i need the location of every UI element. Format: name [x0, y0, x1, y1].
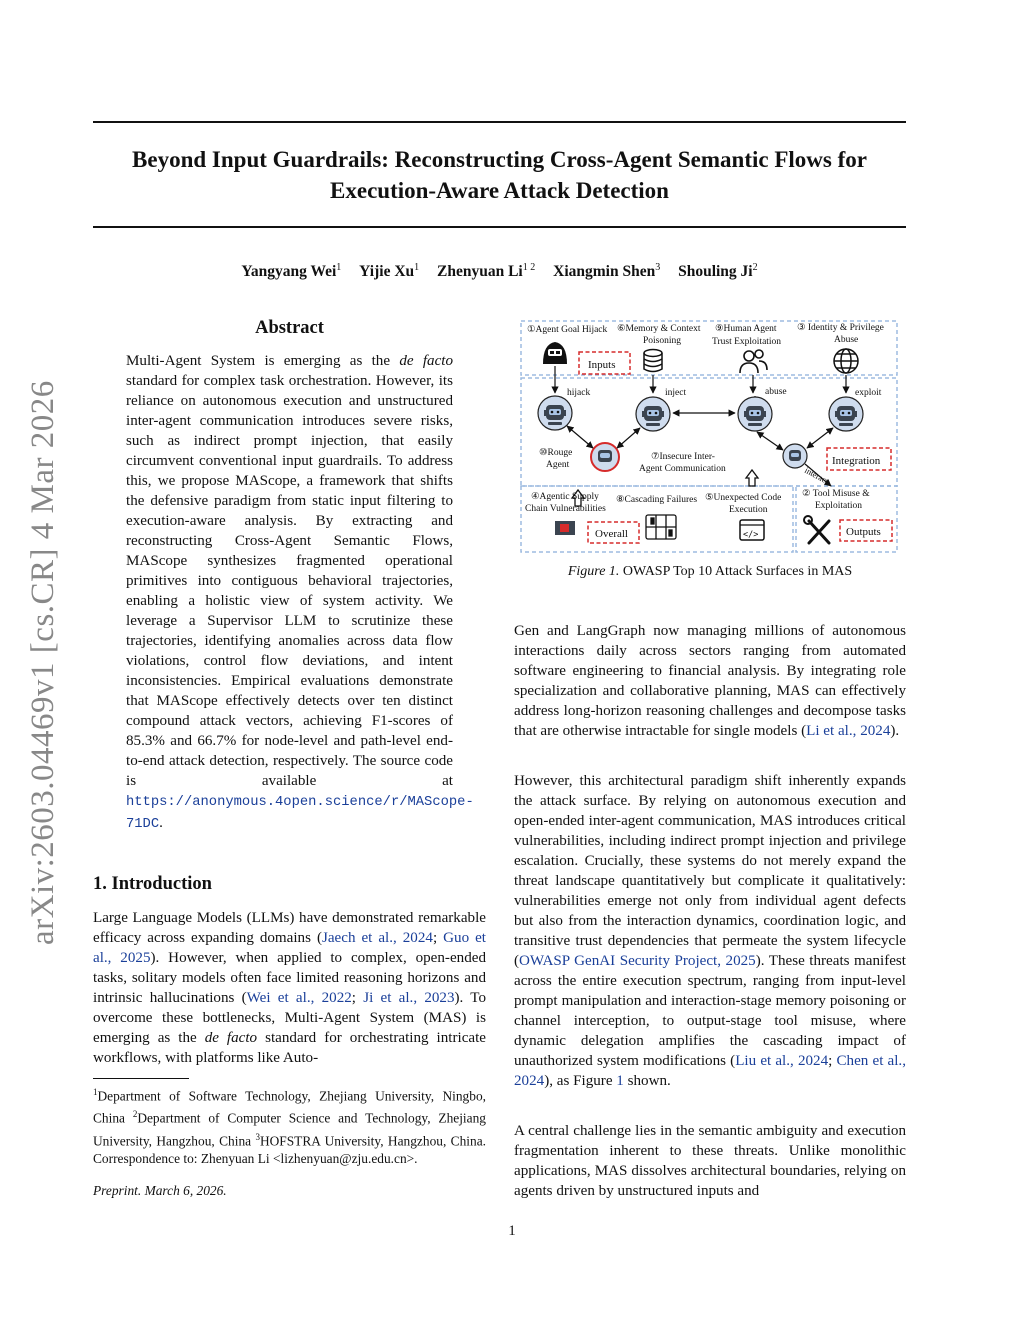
- label-tool-misuse-2: Exploitation: [815, 501, 862, 511]
- globe-icon: [834, 349, 858, 373]
- introduction-heading: 1. Introduction: [93, 874, 212, 894]
- label-identity-privilege-2: Abuse: [834, 335, 859, 345]
- citation-link[interactable]: Wei et al., 2022: [246, 990, 352, 1006]
- agent-icon: [829, 397, 863, 431]
- label-code-exec: ⑤Unexpected Code: [705, 493, 782, 503]
- citation-link[interactable]: Chen et al., 2024: [514, 1053, 906, 1089]
- abstract-heading: Abstract: [255, 318, 324, 338]
- code-symbol: </>: [743, 530, 759, 540]
- package-icon: [555, 521, 575, 535]
- paragraph: Gen and LangGraph now managing millions of autonomous interactions daily across sectors ranging from automated software engineering to financial analysis. By integrating role specialization and collaborative planning, MAS can effectively address long-horizon reasoning challenges and decompose tasks that are otherwise intractable for single models (Li et al., 2024).: [514, 623, 906, 739]
- author: Xiangmin Shen$^3$: [553, 262, 661, 281]
- abuse-label: abuse: [765, 387, 787, 397]
- label-human-trust: ⑨Human Agent: [715, 324, 777, 334]
- label-memory-poisoning: ⑥Memory & Context: [617, 324, 701, 334]
- label-rogue-agent-2: Agent: [546, 460, 570, 470]
- rogue-agent-icon: [591, 443, 619, 471]
- title-rule-top: [93, 121, 906, 123]
- label-memory-poisoning-2: Poisoning: [643, 336, 682, 346]
- code-window-icon: [740, 520, 764, 540]
- introduction-body: Large Language Models (LLMs) have demonstrated remarkable efficacy across expanding domains (Jaech et al., 2024; Guo et al., 2025). However, when applied to complex, open-ended tasks, solitary models often face limited reasoning horizons and intrinsic hallucinations (Wei et al., 2022; Ji et al., 2023). To overcome these bottlenecks, Multi-Agent System (MAS) is emerging as the de facto standard for orchestrating intricate workflows, with platforms like Auto-: [93, 910, 487, 1066]
- inject-label: inject: [665, 388, 687, 398]
- paper-title: Beyond Input Guardrails: Reconstructing Cross-Agent Semantic Flows for Execution-Aware Attack Detection: [132, 147, 867, 203]
- up-arrow-icon: [746, 470, 758, 486]
- author: Shouling Ji$^2$: [678, 262, 758, 281]
- agent-icon: [738, 397, 772, 431]
- database-icon: [644, 350, 662, 372]
- citation-link[interactable]: Ji et al., 2023: [363, 990, 455, 1006]
- label-agent-goal-hijack: ①Agent Goal Hijack: [527, 325, 608, 335]
- label-identity-privilege: ③ Identity & Privilege: [797, 323, 884, 333]
- author: Zhenyuan $Li^{1 2}$: [437, 262, 536, 281]
- paragraph: However, this architectural paradigm shift inherently expands the attack surface. By relying on autonomous execution and open-ended inter-agent communication, MAS introduces critical vulnerabilities, including indirect prompt injection and privilege escalation. Crucially, these systems do not merely expand the threat landscape quantitatively but complicate it qualitatively: vulnerabilities emerge not only from individual agent defects but also from the interaction dynamics, coordination logic, and transitive trust dependencies that permeate the system lifecycle (OWASP GenAI Security Project, 2025). These threats manifest across the entire execution spectrum, ranging from input-level prompt manipulation and interaction-stage memory poisoning or channel interception, to output-stage tool misuse, where dynamic delegation amplifies the cascading impact of unauthorized system modifications (Liu et al., 2024; Chen et al., 2024), as Figure 1 shown.: [514, 773, 906, 1089]
- agent-icon: [783, 444, 807, 468]
- arxiv-identifier: arXiv:2603.04469v1 [cs.CR] 4 Mar 2026: [25, 380, 61, 945]
- label-code-exec-2: Execution: [729, 505, 768, 515]
- affiliation-footnote: $^1$Department of Software Technology, Zhejiang University, Ningbo, China $^2$Department of Computer Science and Technology, Zhejiang University, Hangzhou, China $^3$HOFSTRA University, Hangzhou, China. Correspondence to: Zhenyuan Li <lizhenyuan@zju.edu.cn>.: [93, 1087, 486, 1167]
- people-icon: [740, 350, 767, 373]
- hijack-label: hijack: [567, 388, 591, 398]
- tools-icon: [804, 516, 829, 543]
- hacker-icon: [543, 342, 567, 364]
- footnote-rule: [93, 1078, 189, 1079]
- page-number: 1: [508, 1223, 516, 1239]
- label-supply-chain: ④Agentic Supply: [531, 492, 599, 502]
- author: Yangyang Wei$^1$: [241, 262, 342, 281]
- citation-link[interactable]: Liu et al., 2024: [735, 1053, 829, 1069]
- citation-link[interactable]: Guo et al., 2025: [93, 930, 486, 966]
- figure-ref-link[interactable]: 1: [616, 1073, 624, 1089]
- agent-icon: [538, 396, 572, 430]
- overall-label: Overall: [595, 528, 628, 540]
- label-supply-chain-2: Chain Vulnerabilities: [525, 504, 606, 514]
- paragraph: A central challenge lies in the semantic ambiguity and execution fragmentation inherent to these threats. Unlike monolithic applications, MAS dissolves architectural boundaries, relying on agents driven by unstructured inputs and: [514, 1123, 906, 1199]
- author-list: [93, 262, 906, 281]
- citation-link[interactable]: OWASP GenAI Security Project, 2025: [519, 953, 756, 969]
- label-insecure-comm: ⑦Insecure Inter-: [651, 452, 715, 462]
- inputs-label: Inputs: [588, 359, 616, 371]
- title-rule-bottom: [93, 226, 906, 228]
- source-code-link[interactable]: https://anonymous.4open.science/r/MAScope-71DC: [126, 795, 474, 832]
- preprint-note: Preprint. March 6, 2026.: [93, 1183, 227, 1198]
- exploit-label: exploit: [855, 388, 882, 398]
- integration-label: Integration: [832, 455, 881, 467]
- label-insecure-comm-2: Agent Communication: [639, 464, 726, 474]
- citation-link[interactable]: Jaech et al., 2024: [321, 930, 433, 946]
- figure-owasp-attack-surfaces: [519, 318, 901, 556]
- outputs-label: Outputs: [846, 526, 881, 538]
- figure-caption: Figure 1. OWASP Top 10 Attack Surfaces in MAS: [567, 564, 853, 579]
- interact-label: interact: [803, 464, 831, 486]
- author: Yijie Xu$^1$: [359, 262, 420, 281]
- agent-icon: [636, 397, 670, 431]
- cascading-failure-icon: [646, 515, 676, 539]
- label-tool-misuse: ② Tool Misuse &: [802, 489, 870, 499]
- citation-link[interactable]: Li et al., 2024: [806, 723, 891, 739]
- label-human-trust-2: Trust Exploitation: [712, 337, 782, 347]
- label-cascading: ⑧Cascading Failures: [616, 495, 698, 505]
- abstract-body: Multi-Agent System is emerging as the de facto standard for complex task orchestration. However, its reliance on autonomous execution and unstructured inter-agent communication introduces severe risks, such as indirect prompt injection, that easily circumvent conventional input guardrails. To address this, we propose MAScope, a framework that shifts the defensive paradigm from static input filtering to execution-aware analysis. By extracting and reconstructing Cross-Agent Semantic Flows, MAScope synthesizes fragmented operational primitives into contiguous behavioral trajectories, enabling a holistic view of system activity. We leverage a Supervisor LLM to scrutinize these trajectories, identifying anomalies across data flow violations, control flow deviations, and intent inconsistencies. Empirical evaluations demonstrate that MAScope effectively detects over ten distinct compound attack vectors, achieving F1-scores of 85.3% and 66.7% for node-level and path-level end-to-end attack detection, respectively. The source code is available at https://anonymous.4open.science/r/MAScope-71DC.: [126, 353, 474, 832]
- label-rogue-agent: ⑩Rouge: [539, 448, 573, 458]
